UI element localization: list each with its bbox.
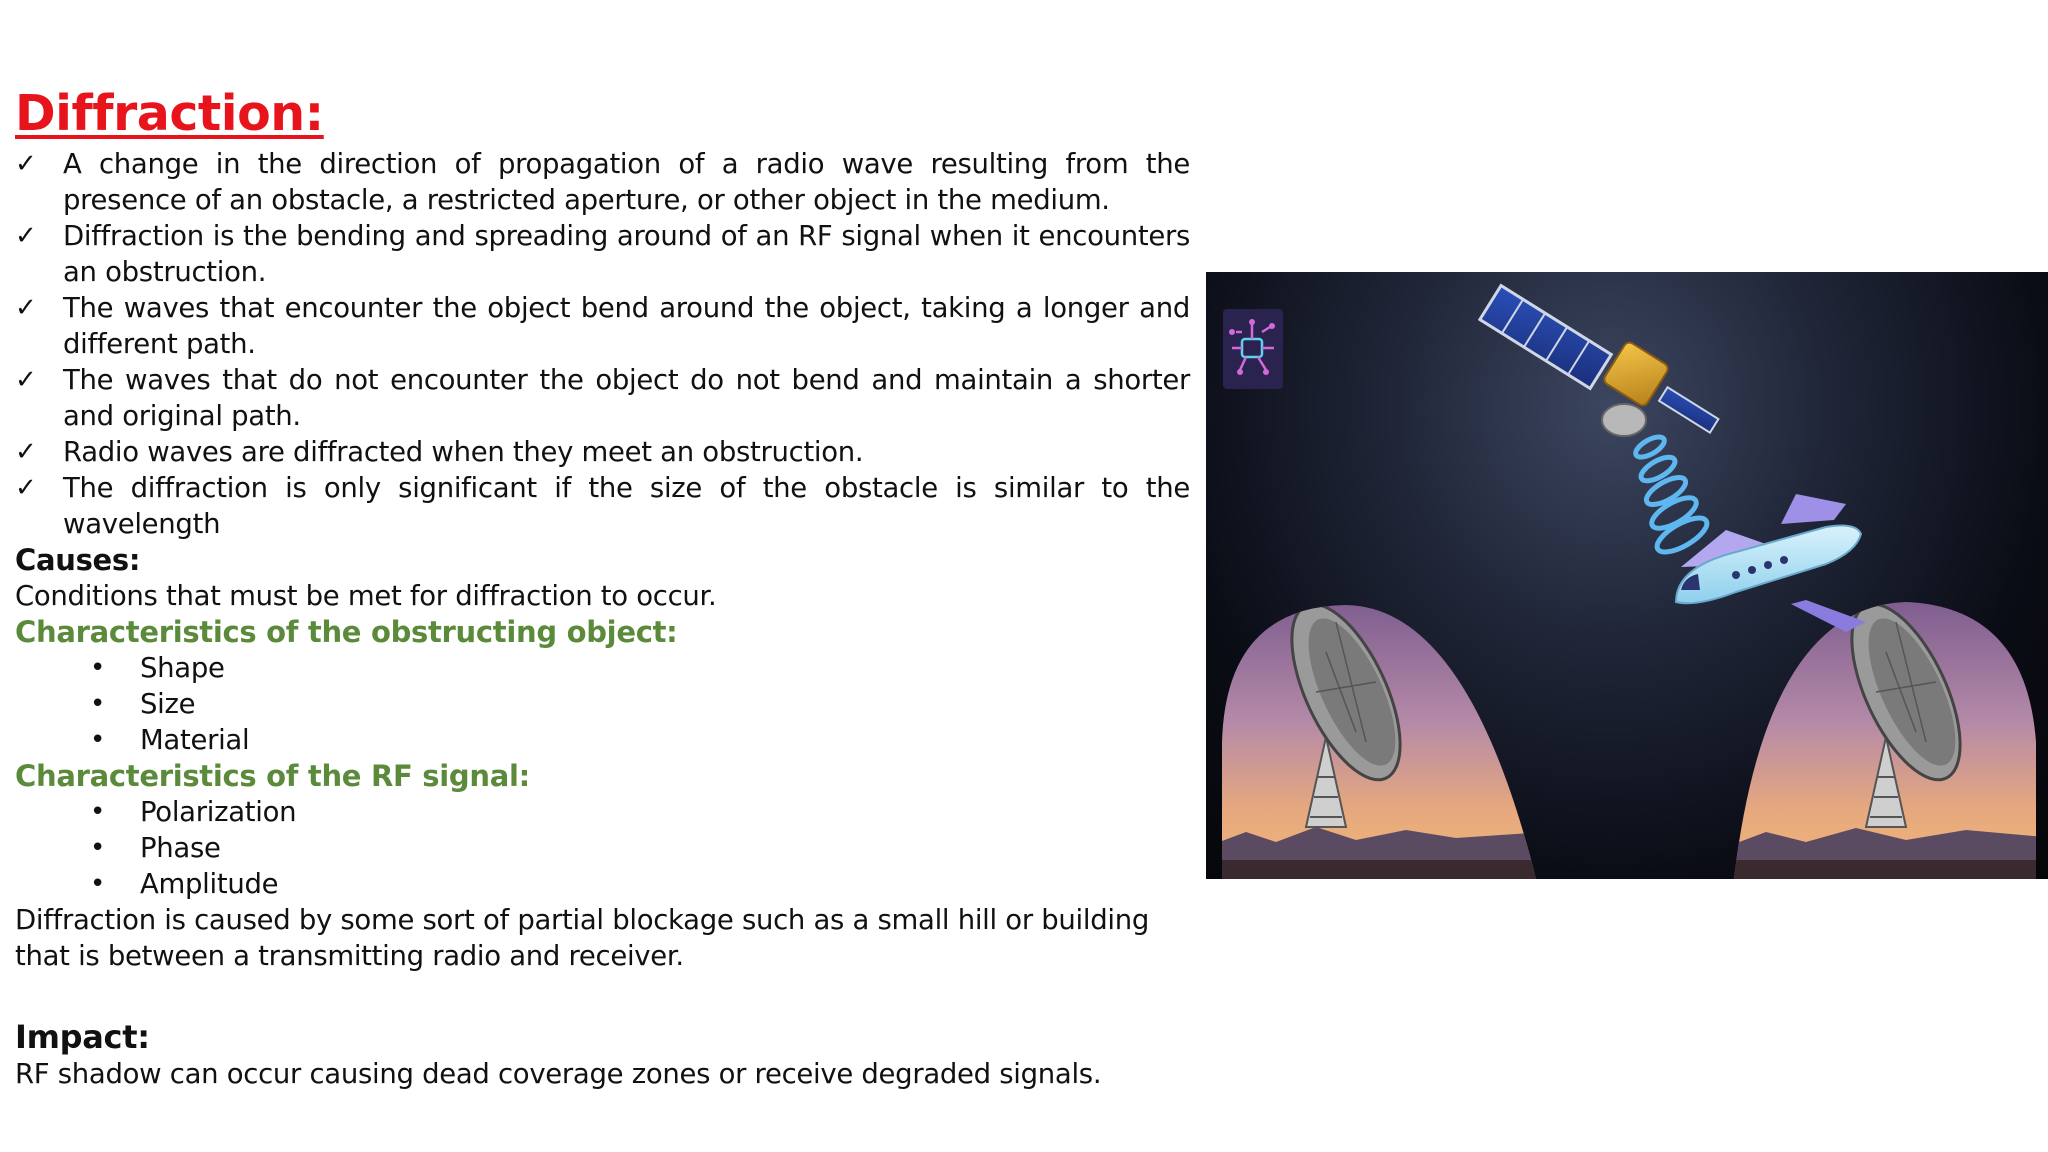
causes-heading: Causes: [15,543,141,577]
bullet-icon: • [90,833,106,863]
spacer [15,974,1190,1018]
left-dish-scene [1206,589,1546,879]
list-item [15,794,1190,830]
satellite-icon [1480,286,1719,436]
definition-item [15,218,1190,290]
definition-item [15,146,1190,218]
check-icon: ✓ [15,365,37,395]
slide-title: Diffraction: [15,85,324,142]
definition-item [15,434,1190,470]
airplane-icon [1676,494,1866,632]
bullet-icon: • [90,869,106,899]
check-icon: ✓ [15,437,37,467]
bullet-icon: • [90,689,106,719]
list-item [15,650,1190,686]
list-item [15,722,1190,758]
bullet-icon: • [90,797,106,827]
list-item-text: Polarization [140,796,297,828]
object-characteristics-list [15,650,1190,758]
bullet-icon: • [90,653,106,683]
list-item [15,686,1190,722]
list-item-text: Size [140,688,196,720]
list-item [15,866,1190,902]
list-item-text: Amplitude [140,868,279,900]
signal-waves [1633,433,1712,559]
definition-list [15,146,1190,542]
definition-item [15,290,1190,362]
definition-item [15,362,1190,434]
definition-text: The diffraction is only significant if the size of the obstacle is similar to the wavelength [63,472,1190,540]
right-dish-scene [1726,589,2048,879]
check-icon: ✓ [15,293,37,323]
list-item-text: Shape [140,652,225,684]
illustration-svg [1206,272,2048,879]
definition-text: A change in the direction of propagation of a radio wave resulting from the presence of an obstacle, a restricted aperture, or other object in the medium. [63,148,1190,216]
signal-characteristics-list [15,794,1190,902]
definition-text: Diffraction is the bending and spreading around of an RF signal when it encounters an obstruction. [63,220,1190,288]
diffraction-illustration [1206,272,2048,879]
definition-text: The waves that encounter the object bend around the object, taking a longer and different path. [63,292,1190,360]
causes-summary: Diffraction is caused by some sort of partial blockage such as a small hill or building that is between a transmitting radio and receiver. [15,904,1150,972]
list-item [15,830,1190,866]
text-column [15,84,1190,1092]
impact-text: RF shadow can occur causing dead coverage zones or receive degraded signals. [15,1058,1102,1090]
list-item-text: Phase [140,832,221,864]
check-icon: ✓ [15,221,37,251]
list-item-text: Material [140,724,250,756]
bullet-icon: • [90,725,106,755]
logo-icon [1223,309,1283,389]
check-icon: ✓ [15,149,37,179]
definition-text: The waves that do not encounter the object do not bend and maintain a shorter and original path. [63,364,1190,432]
definition-text: Radio waves are diffracted when they meet an obstruction. [63,436,864,468]
check-icon: ✓ [15,473,37,503]
definition-item [15,470,1190,542]
object-characteristics-heading: Characteristics of the obstructing object: [15,615,678,649]
impact-heading: Impact: [15,1018,150,1056]
causes-intro: Conditions that must be met for diffraction to occur. [15,580,717,612]
signal-characteristics-heading: Characteristics of the RF signal: [15,759,530,793]
